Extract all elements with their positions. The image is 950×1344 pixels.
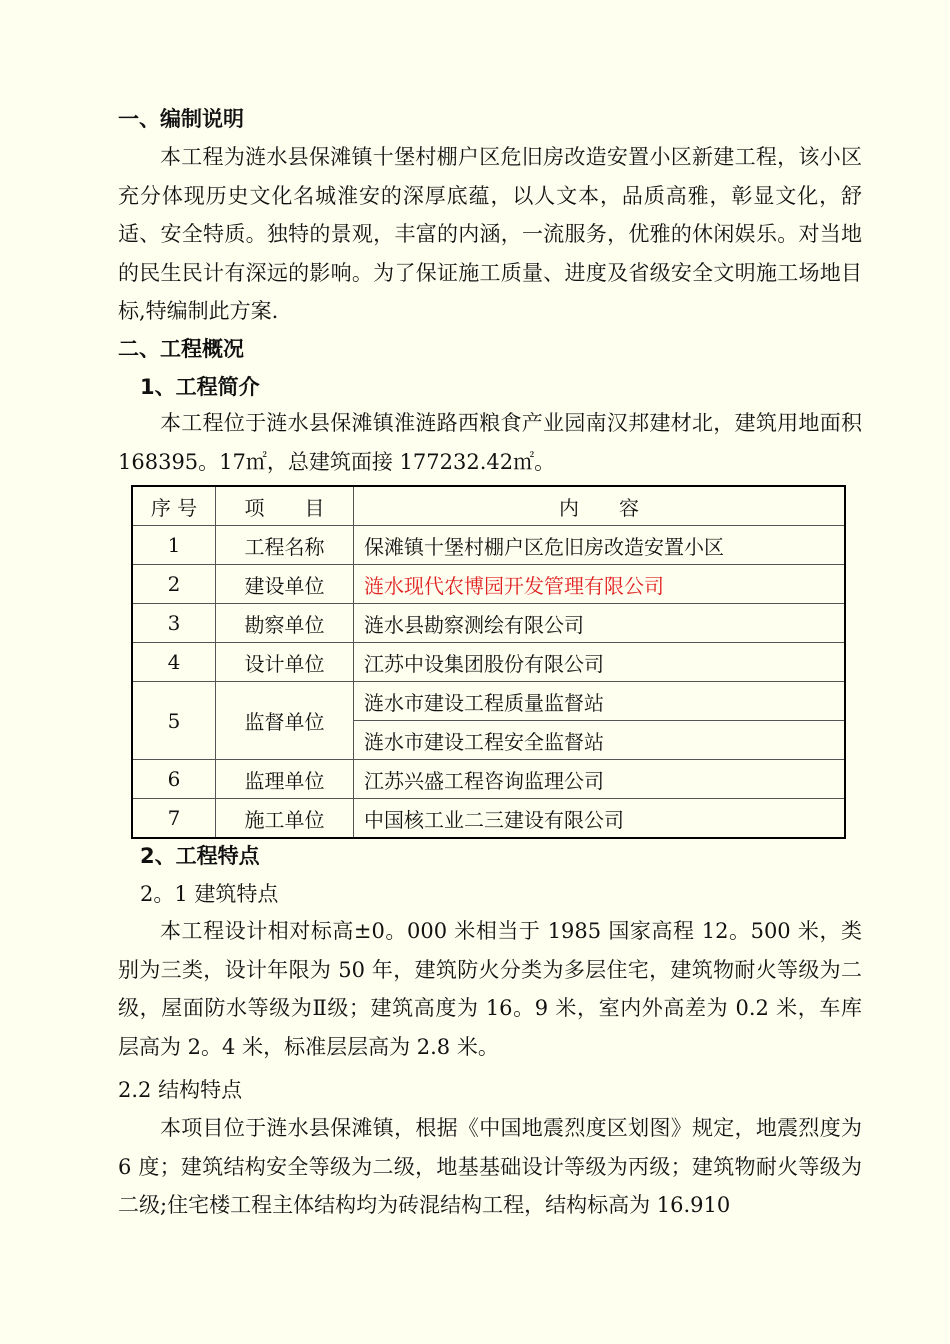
row-item: 监理单位 [216, 760, 354, 799]
table-row [132, 760, 845, 799]
table-row [132, 526, 845, 565]
row-content: 涟水市建设工程安全监督站 [354, 721, 846, 760]
row-item: 设计单位 [216, 643, 354, 682]
table-row [132, 565, 845, 604]
project-info-table [131, 485, 846, 839]
row-item: 监督单位 [216, 682, 354, 760]
row-no: 7 [132, 799, 216, 839]
header-no: 序 号 [132, 486, 216, 526]
row-content: 江苏中设集团股份有限公司 [354, 643, 846, 682]
row-content: 中国核工业二三建设有限公司 [354, 799, 846, 839]
table-row [132, 682, 845, 721]
row-content-highlight: 涟水现代农博园开发管理有限公司 [354, 565, 846, 604]
row-no: 5 [132, 682, 216, 760]
table-row [132, 604, 845, 643]
row-item: 工程名称 [216, 526, 354, 565]
row-no: 3 [132, 604, 216, 643]
row-no: 6 [132, 760, 216, 799]
row-content: 涟水县勘察测绘有限公司 [354, 604, 846, 643]
header-item: 项 目 [216, 486, 354, 526]
row-content: 江苏兴盛工程咨询监理公司 [354, 760, 846, 799]
subsection-title-structure: 2.2 结构特点 [118, 1078, 243, 1102]
row-no: 4 [132, 643, 216, 682]
section-title-overview: 二、工程概况 [118, 337, 244, 361]
row-content: 涟水市建设工程质量监督站 [354, 682, 846, 721]
row-item: 建设单位 [216, 565, 354, 604]
table-row [132, 643, 845, 682]
row-no: 2 [132, 565, 216, 604]
table-row [132, 799, 845, 839]
subsection-title-intro: 1、工程简介 [140, 375, 260, 399]
intro-paragraph: 本工程位于涟水县保滩镇淮涟路西粮食产业园南汉邦建材北，建筑用地面积 168395。17㎡，总建筑面接 177232.42㎡。 [118, 411, 862, 474]
row-content: 保滩镇十堡村棚户区危旧房改造安置小区 [354, 526, 846, 565]
section-title-compilation: 一、编制说明 [118, 107, 244, 131]
header-content: 内 容 [354, 486, 846, 526]
row-no: 1 [132, 526, 216, 565]
subsection-title-features: 2、工程特点 [140, 844, 260, 868]
architecture-paragraph: 本工程设计相对标高±0。000 米相当于 1985 国家高程 12。500 米，类别为三类，设计年限为 50 年，建筑防火分类为多层住宅，建筑物耐火等级为二级，屋面防水等级为Ⅱ级；建筑高度为 16。9 米，室内外高差为 0.2 米，车库层高为 2。4 米，标准层层高为 2.8 米。 [118, 919, 862, 1059]
compilation-paragraph: 本工程为涟水县保滩镇十堡村棚户区危旧房改造安置小区新建工程，该小区充分体现历史文化名城淮安的深厚底蕴，以人文本，品质高雅，彰显文化，舒适、安全特质。独特的景观，丰富的内涵，一流服务，优雅的休闲娱乐。对当地的民生民计有深远的影响。为了保证施工质量、进度及省级安全文明施工场地目标,特编制此方案. [118, 145, 862, 323]
row-item: 勘察单位 [216, 604, 354, 643]
row-item: 施工单位 [216, 799, 354, 839]
subsection-title-architecture: 2。1 建筑特点 [140, 882, 279, 906]
structure-paragraph: 本项目位于涟水县保滩镇，根据《中国地震烈度区划图》规定，地震烈度为 6 度；建筑结构安全等级为二级，地基基础设计等级为丙级；建筑物耐火等级为二级;住宅楼工程主体结构均为砖混结构工程，结构标高为 16.910 [118, 1116, 862, 1217]
table-header-row [132, 486, 845, 526]
